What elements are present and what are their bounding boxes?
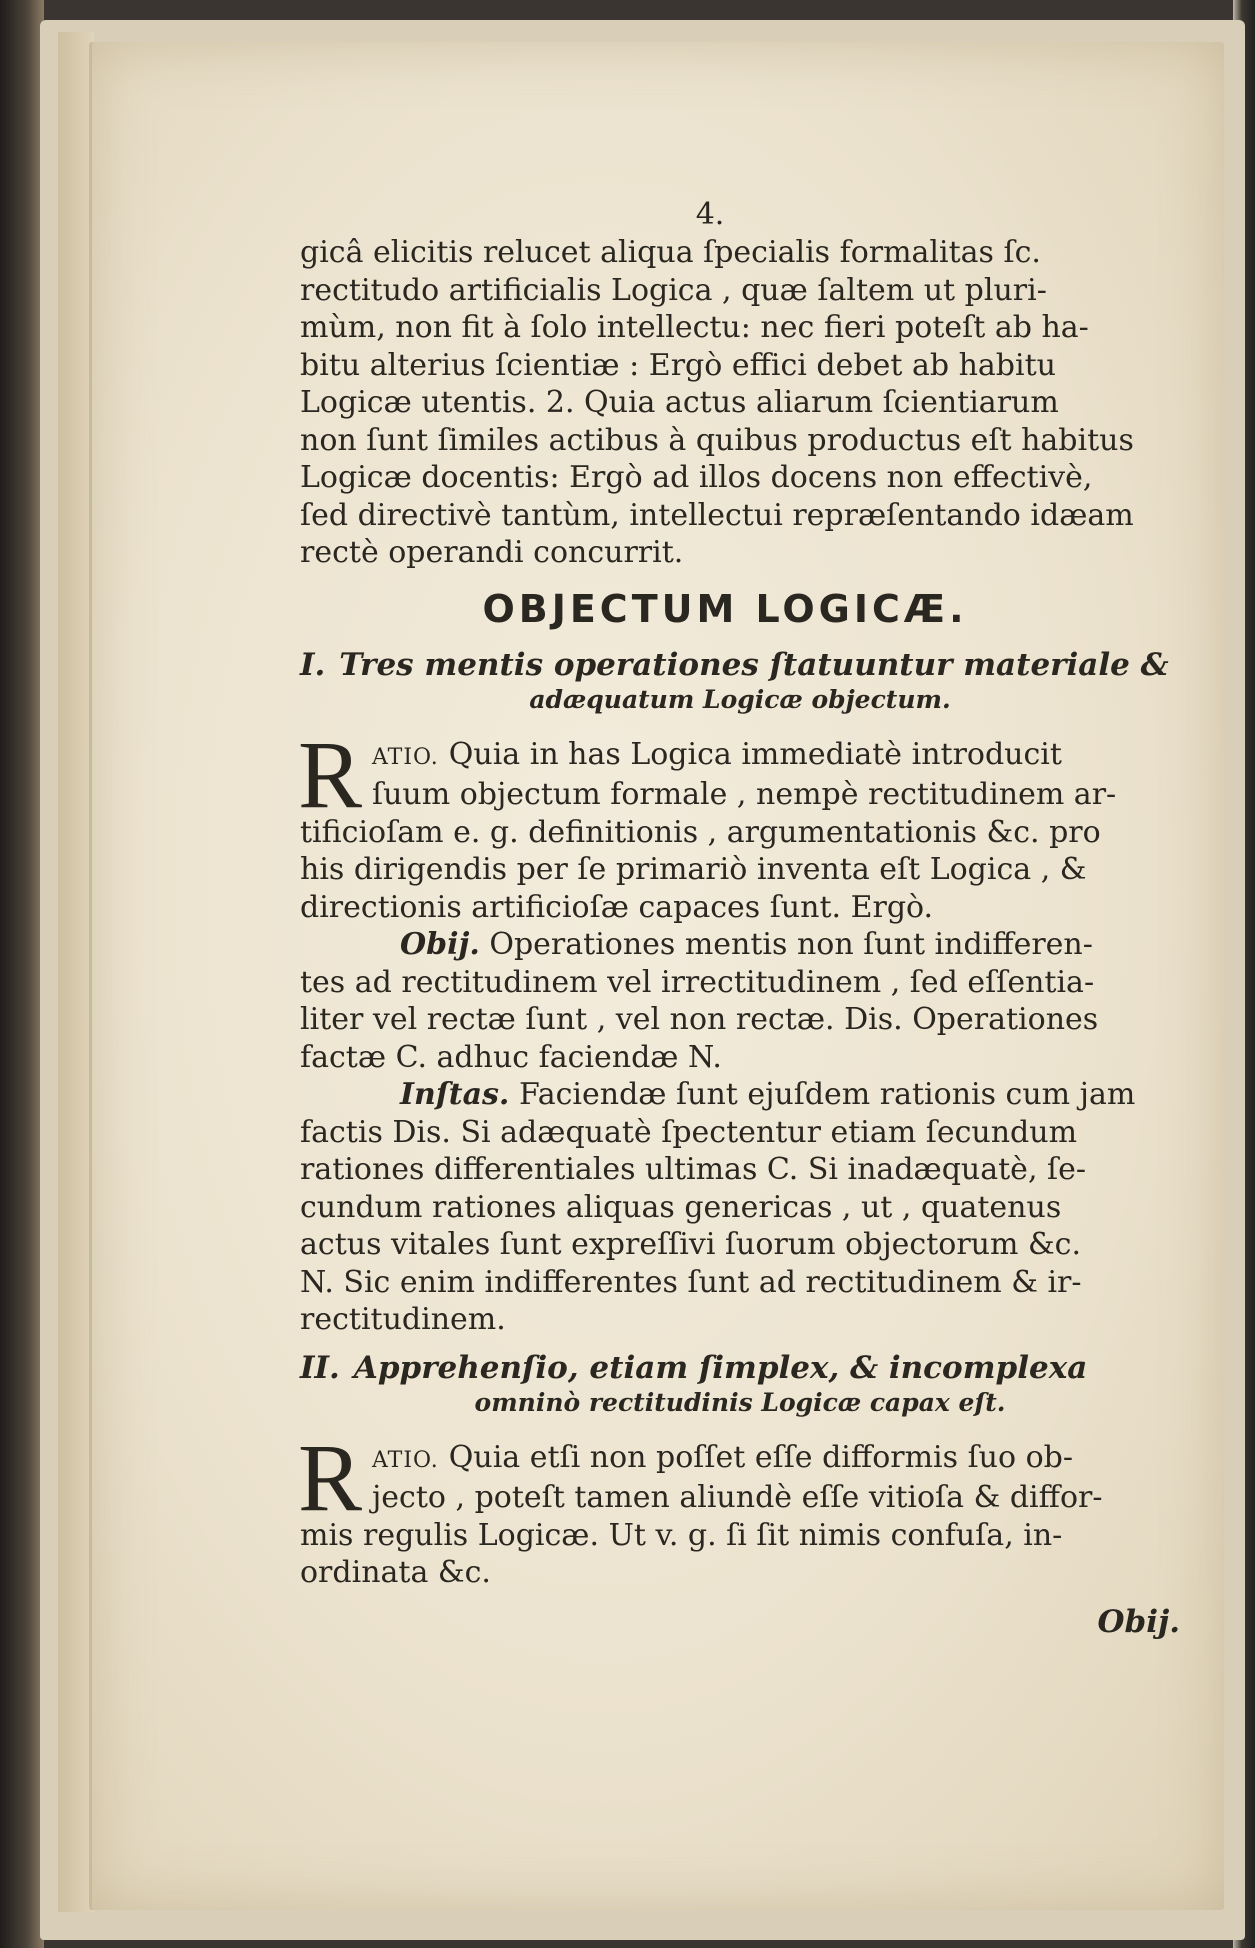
objection-line <box>300 926 1180 964</box>
thesis-two-continuation: omninò rectitudinis Logicæ capax eſt. <box>474 1387 1006 1417</box>
instance-line <box>300 1076 1180 1114</box>
objection-line: tes ad rectitudinem vel irrectitudinem , ſed eſſentia- <box>300 964 1095 1000</box>
page-text <box>298 197 1180 1641</box>
intro-line: ſed directivè tantùm, intellectui repræſentando idæam <box>300 497 1134 533</box>
ratio-line: ſuum objectum formale , nempè rectitudinem ar- <box>372 777 1117 812</box>
instance-line: actus vitales ſunt expreſſivi ſuorum objectorum &c. <box>300 1227 1082 1262</box>
thesis-two <box>300 1349 1180 1387</box>
ratio-line: ordinata &c. <box>300 1555 491 1590</box>
objection-label: Obij. <box>400 927 480 962</box>
ratio-line <box>372 1439 1180 1480</box>
instance-label: Inſtas. <box>400 1077 510 1112</box>
objection-line: factæ C. adhuc faciendæ N. <box>300 1039 722 1075</box>
intro-line: Logicæ utentis. 2. Quia actus aliarum ſcientiarum <box>300 385 1059 420</box>
thesis-text: Tres mentis operationes ſtatuuntur materiale & <box>339 646 1169 683</box>
intro-line: gicâ elicitis relucet aliqua ſpecialis formalitas ſc. <box>300 235 1041 270</box>
thesis-text: Apprehenſio, etiam ſimplex, & incomplexa <box>353 1349 1088 1386</box>
intro-paragraph <box>300 234 1180 572</box>
thesis-one <box>300 646 1180 684</box>
ratio-text: Quia etſi non poſſet eſſe difformis ſuo ob- <box>448 1439 1073 1475</box>
ratio-line <box>372 736 1180 777</box>
instance-line: rationes differentiales ultimas C. Si inadæquatè, ſe- <box>300 1152 1087 1187</box>
instance-line: rectitudinem. <box>300 1302 506 1337</box>
intro-line: Logicæ docentis: Ergò ad illos docens non effectivè, <box>300 460 1093 495</box>
ratio-label: ATIO. <box>372 744 439 770</box>
intro-line: bitu alterius ſcientiæ : Ergò effici debet ab habitu <box>300 347 1056 383</box>
catchword: Obij. <box>1097 1603 1180 1640</box>
page-gutter-shadow <box>58 32 94 1912</box>
instance-line: factis Dis. Si adæquatè ſpectentur etiam ſecundum <box>300 1114 1078 1150</box>
ratio-line: directionis artificioſæ capaces ſunt. Ergò. <box>300 889 934 925</box>
section-heading: OBJECTUM LOGICÆ. <box>482 586 968 631</box>
ratio-line: his dirigendis per ſe primariò inventa eſt Logica , & <box>300 852 1087 887</box>
thesis-numeral: II. <box>300 1349 340 1386</box>
drop-cap: R <box>298 720 363 828</box>
intro-line: non ſunt ſimiles actibus à quibus productus eſt habitus <box>300 422 1134 458</box>
intro-line: rectè operandi concurrit. <box>300 535 684 570</box>
ratio-label: ATIO. <box>372 1447 439 1473</box>
instance-line: cundum rationes aliquas genericas , ut , quatenus <box>300 1189 1062 1225</box>
ratio-one <box>298 720 1180 828</box>
objection-text: Operationes mentis non ſunt indifferen- <box>489 927 1093 962</box>
intro-line: rectitudo artificialis Logica , quæ ſaltem ut pluri- <box>300 272 1047 308</box>
ratio-line: mis regulis Logicæ. Ut v. g. ſi ſit nimis confuſa, in- <box>300 1517 1063 1553</box>
intro-line: mùm, non fit à ſolo intellectu: nec fieri poteſt ab ha- <box>300 310 1089 345</box>
thesis-one-continuation: adæquatum Logicæ objectum. <box>529 684 951 714</box>
ratio-text: Quia in has Logica immediatè introducit <box>448 736 1062 772</box>
instance-line: N. Sic enim indifferentes ſunt ad rectitudinem & ir- <box>300 1264 1082 1300</box>
ratio-two <box>298 1423 1180 1531</box>
ratio-line: tificioſam e. g. definitionis , argumentationis &c. pro <box>300 814 1101 850</box>
drop-cap: R <box>298 1423 363 1531</box>
instance-text: Faciendæ ſunt ejuſdem rationis cum jam <box>518 1077 1136 1112</box>
page-number: 4. <box>695 197 725 232</box>
ratio-line: jecto , poteſt tamen aliundè eſſe vitioſa & diffor- <box>372 1480 1103 1515</box>
left-dark-edge <box>0 0 44 1948</box>
objection-line: liter vel rectæ ſunt , vel non rectæ. Dis. Operationes <box>300 1002 1099 1037</box>
thesis-numeral: I. <box>300 646 326 683</box>
